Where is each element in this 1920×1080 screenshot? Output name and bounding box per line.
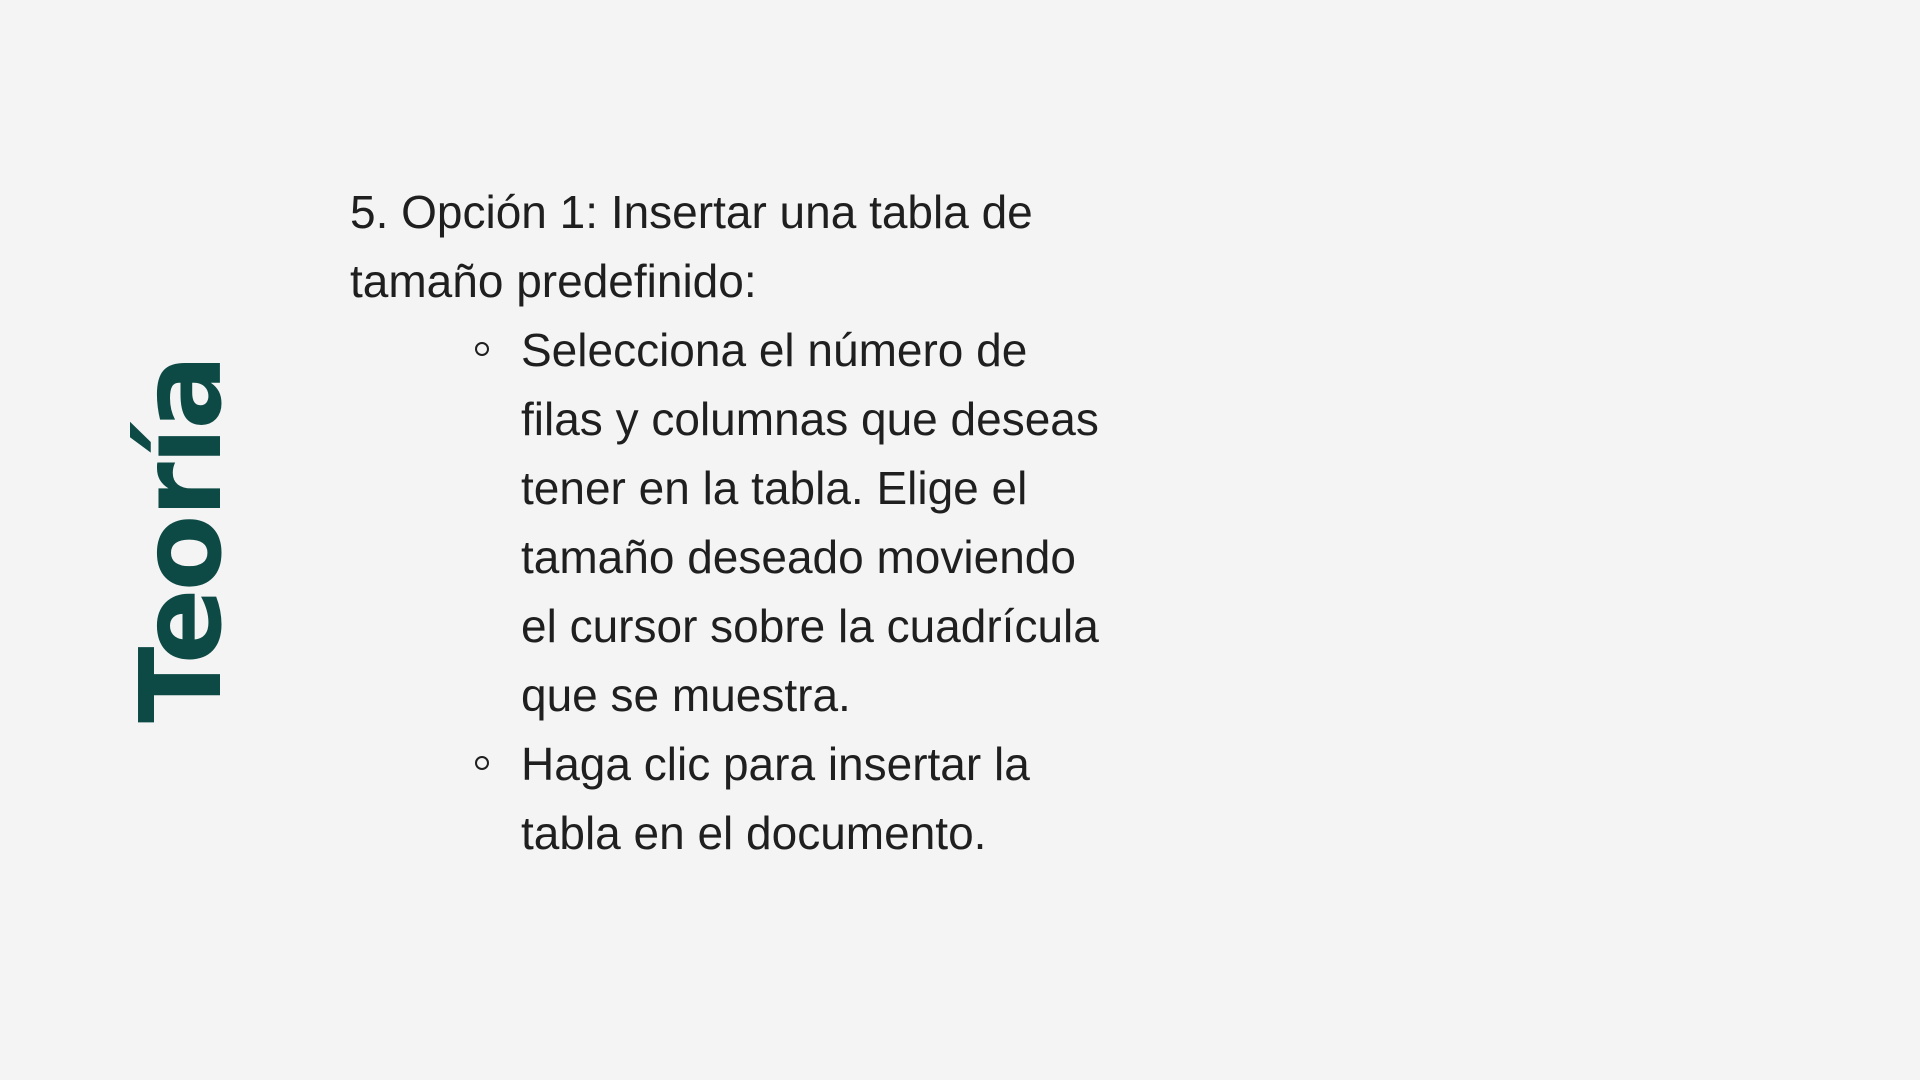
list-item: [521, 730, 1121, 868]
list-item: [521, 316, 1121, 730]
list-item-text: Selecciona el número de filas y columnas que deseas tener en la tabla. Elige el tamaño deseado moviendo el cursor sobre la cuadrícula que se muestra.: [521, 324, 1099, 721]
hollow-circle-bullet-icon: [475, 756, 489, 770]
intro-paragraph: 5. Opción 1: Insertar una tabla de tamaño predefinido:: [350, 186, 1033, 307]
content-block: [350, 178, 1130, 868]
side-title: Teoría: [117, 357, 247, 723]
hollow-circle-bullet-icon: [475, 342, 489, 356]
bullet-list: [350, 316, 1130, 868]
list-item-text: Haga clic para insertar la tabla en el documento.: [521, 738, 1030, 859]
